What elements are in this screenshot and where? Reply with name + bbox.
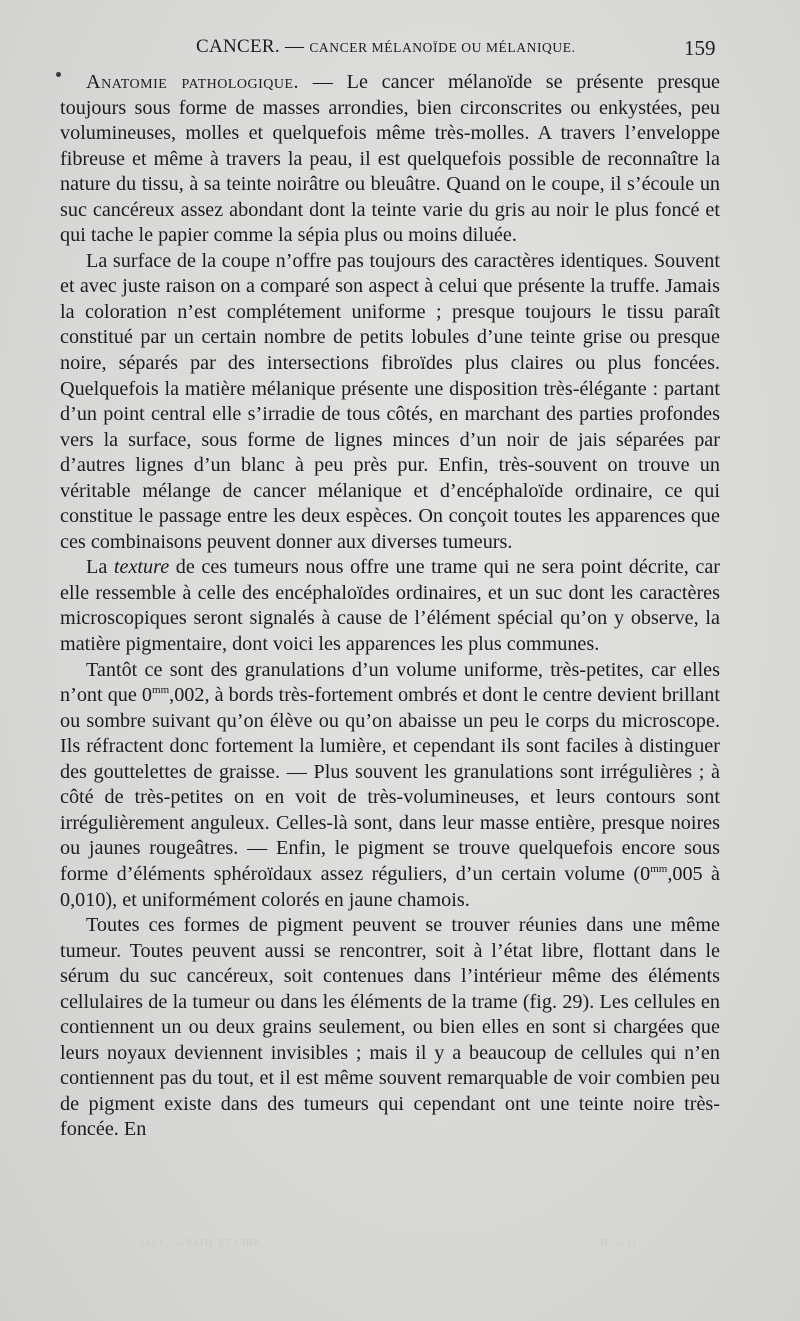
footer-signature-left: JACC. — PATH. ET CHIR. [140,1237,264,1249]
running-head-sub: CANCER MÉLANOÏDE OU MÉLANIQUE. [309,40,576,55]
page-footer [140,1233,700,1253]
page-number: 159 [684,36,716,60]
paragraph-3-pre: La [86,556,114,579]
running-head-dash: — [279,36,310,57]
paragraph-3 [60,555,720,657]
paragraph-5-text: Toutes ces formes de pigment peuvent se trouver réunies dans une même tumeur. Toutes peuvent aussi se rencontrer, soit à l’état libre, flottant dans le sérum du suc cancéreux, soit contenues dans l’intérieur même des éléments cellulaires de la tumeur ou dans les éléments de la trame (fig. 29). Les cellules en contiennent un ou deux grains seulement, ou bien elles en sont si chargées que leurs noyaux deviennent invisibles ; mais il y a beaucoup de cellules qui n’en contiennent pas du tout, et il est même souvent remarquable de voir combien peu de pigment existe dans des tumeurs qui cependant ont une teinte noire très-foncée. En [60,914,720,1141]
section-lead: Anatomie pathologique. [86,71,300,93]
paragraph-4-unit-2: mm [650,862,668,875]
paragraph-2 [60,249,720,556]
footer-signature-right: II. — 11 [600,1237,638,1249]
paragraph-3-italic: texture [113,556,170,579]
paragraph-1 [60,70,720,249]
paragraph-4-text: ,002, à bords très-fortement ombrés et dont le centre devient brillant ou sombre suivant qu’on élève ou qu’on abaisse un peu le corps du microscope. Ils réfractent donc fortement la lumière, et cependant ils sont faciles à distinguer des gouttelettes de graisse. — Plus souvent les granulations sont irrégulières ; à côté de très-petites on en voit de très-volumineuses, et leurs contours sont irrégulièrement anguleux. Celles-là sont, dans leur masse entière, presque noires ou jaunes rougeâtres. — Enfin, le pigment se trouve quelquefois encore sous forme d’éléments sphéroïdaux assez réguliers, d’un certain volume (0 [60,684,721,885]
page-header [0,36,800,66]
paragraph-4-text-2: ,005 à 0,010), et uniformément colorés en jaune chamois. [60,862,720,911]
paragraph-4 [60,658,720,913]
paragraph-5 [60,913,720,1143]
paragraph-1-text: — Le cancer mélanoïde se présente presque toujours sous forme de masses arrondies, bien circonscrites ou enkystées, peu volumineuses, molles et quelquefois même très-molles. A travers l’enveloppe fibreuse et même à travers la peau, il est quelquefois possible de reconnaître la nature du tissu, à sa teinte noirâtre ou bleuâtre. Quand on le coupe, il s’écoule un suc cancéreux assez abondant dont la teinte varie du gris au noir le plus foncé et qui tache le papier comme la sépia plus ou moins diluée. [60,71,721,247]
paragraph-3-text: de ces tumeurs nous offre une trame qui ne sera point décrite, car elle ressemble à celle des encéphaloïdes ordinaires, et un suc dont les caractères microscopiques seront signalés à cause de l’élément spécial qu’on y observe, la matière pigmentaire, dont voici les apparences les plus communes. [60,556,721,656]
running-head [196,36,576,58]
paragraph-4-pre: Tantôt ce sont des granulations d’un volume uniforme, très-petites, car elles n’ont que 0 [60,658,720,707]
paragraph-2-text: La surface de la coupe n’offre pas toujours des caractères identiques. Souvent et avec juste raison on a comparé son aspect à celui que présente la truffe. Jamais la coloration n’est complétement uniforme ; presque toujours le tissu paraît constitué par un certain nombre de petits lobules d’une teinte grise ou presque noire, séparés par des intersections fibroïdes plus claires ou plus foncées. Quelquefois la matière mélanique présente une disposition très-élégante : partant d’un point central elle s’irradie de tous côtés, en marchant des parties profondes vers la surface, sous forme de lignes minces d’un noir de jais séparées par d’autres lignes d’un blanc à peu près pur. Enfin, très-souvent on trouve un véritable mélange de cancer mélanique et d’encéphaloïde ordinaire, ce qui constitue le passage entre les deux espèces. On conçoit toutes les apparences que ces combinaisons peuvent donner aux diverses tumeurs. [60,249,720,553]
body-text [60,70,720,1143]
paragraph-4-unit: mm [152,684,170,697]
running-head-main: CANCER. [196,36,280,57]
